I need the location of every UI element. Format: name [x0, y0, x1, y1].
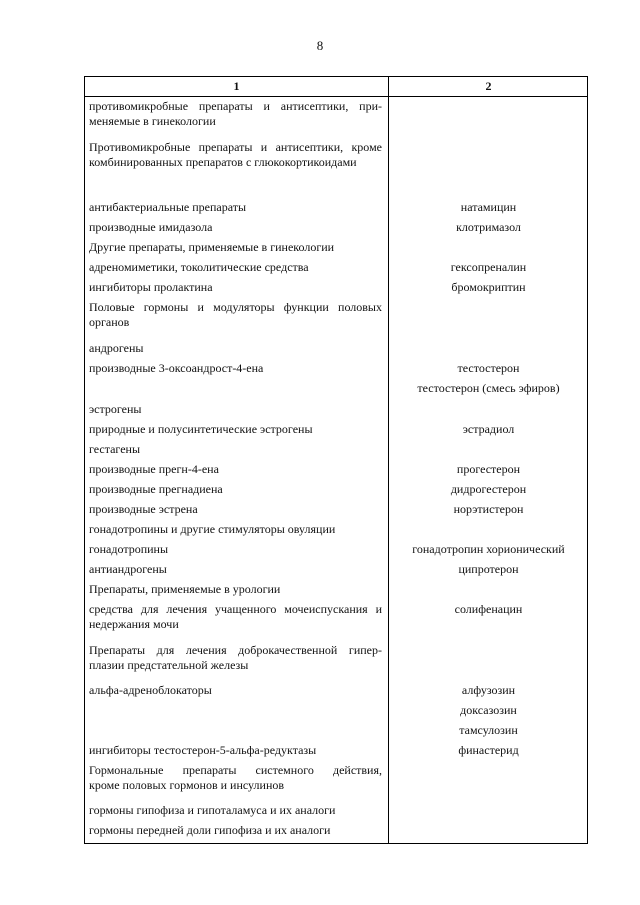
row-2-category: Противомикробные препараты и антисептики, кроме: [89, 140, 382, 154]
row-22-category: антиандрогены: [89, 562, 167, 576]
row-5-drug: клотримазол: [456, 220, 521, 234]
row-9-category: Половые гормоны и модуляторы функции половых: [89, 300, 382, 314]
row-15-category: природные и полусинтетические эстрогены: [89, 422, 313, 436]
row-8-category: ингибиторы пролактина: [89, 280, 213, 294]
row-19-drug: норэтистерон: [453, 502, 524, 516]
row-10-category: органов: [89, 315, 130, 329]
row-15-drug: эстрадиол: [462, 422, 515, 436]
row-35-category: гормоны передней доли гипофиза и их аналоги: [89, 823, 331, 837]
header-col-2: 2: [485, 79, 492, 93]
row-18-drug: дидрогестерон: [450, 482, 527, 496]
row-23-category: Препараты, применяемые в урологии: [89, 582, 281, 596]
row-7-drug: гексопреналин: [450, 260, 527, 274]
row-22-drug: ципротерон: [458, 562, 519, 576]
page-number: 8: [316, 38, 324, 53]
row-25-category: недержания мочи: [89, 617, 179, 631]
row-34-category: гормоны гипофиза и гипоталамуса и их аналоги: [89, 803, 336, 817]
drug-table: [84, 76, 588, 844]
row-27-category: плазии предстательной железы: [89, 658, 249, 672]
row-14-category: эстрогены: [89, 402, 142, 416]
row-26-category: Препараты для лечения доброкачественной гипер-: [89, 643, 382, 657]
row-31-category: ингибиторы тестостерон-5-альфа-редуктазы: [89, 743, 317, 757]
row-11-category: андрогены: [89, 341, 144, 355]
row-20-category: гонадотропины и другие стимуляторы овуляции: [89, 522, 336, 536]
row-18-category: производные прегнадиена: [89, 482, 223, 496]
row-5-category: производные имидазола: [89, 220, 213, 234]
row-24-drug: солифенацин: [454, 602, 523, 616]
row-6-category: Другие препараты, применяемые в гинекологии: [89, 240, 335, 254]
row-3-category: комбинированных препаратов с глюкокортикоидами: [89, 155, 357, 169]
row-12-drug: тестостерон: [457, 361, 520, 375]
row-21-drug: гонадотропин хорионический: [412, 542, 565, 556]
row-7-category: адреномиметики, токолитические средства: [89, 260, 309, 274]
row-1-category: меняемые в гинекологии: [89, 114, 216, 128]
row-4-drug: натамицин: [460, 200, 517, 214]
row-4-category: антибактериальные препараты: [89, 200, 247, 214]
header-col-1: 1: [233, 79, 240, 93]
row-12-category: производные 3-оксоандрост-4-ена: [89, 361, 264, 375]
row-13-drug: тестостерон (смесь эфиров): [417, 381, 560, 395]
row-16-category: гестагены: [89, 442, 141, 456]
row-33-category: кроме половых гормонов и инсулинов: [89, 778, 285, 792]
row-28-drug: алфузозин: [461, 683, 516, 697]
row-30-drug: тамсулозин: [459, 723, 518, 737]
row-31-drug: финастерид: [458, 743, 519, 757]
row-28-category: альфа-адреноблокаторы: [89, 683, 212, 697]
header-divider: [85, 96, 587, 97]
row-19-category: производные эстрена: [89, 502, 198, 516]
row-32-category: Гормональные препараты системного действия,: [89, 763, 382, 777]
row-17-category: производные прегн-4-ена: [89, 462, 219, 476]
row-0-category: противомикробные препараты и антисептики, при-: [89, 99, 382, 113]
row-17-drug: прогестерон: [456, 462, 521, 476]
row-24-category: средства для лечения учащенного мочеиспускания и: [89, 602, 382, 616]
row-29-drug: доксазозин: [460, 703, 517, 717]
row-8-drug: бромокриптин: [451, 280, 526, 294]
row-21-category: гонадотропины: [89, 542, 169, 556]
